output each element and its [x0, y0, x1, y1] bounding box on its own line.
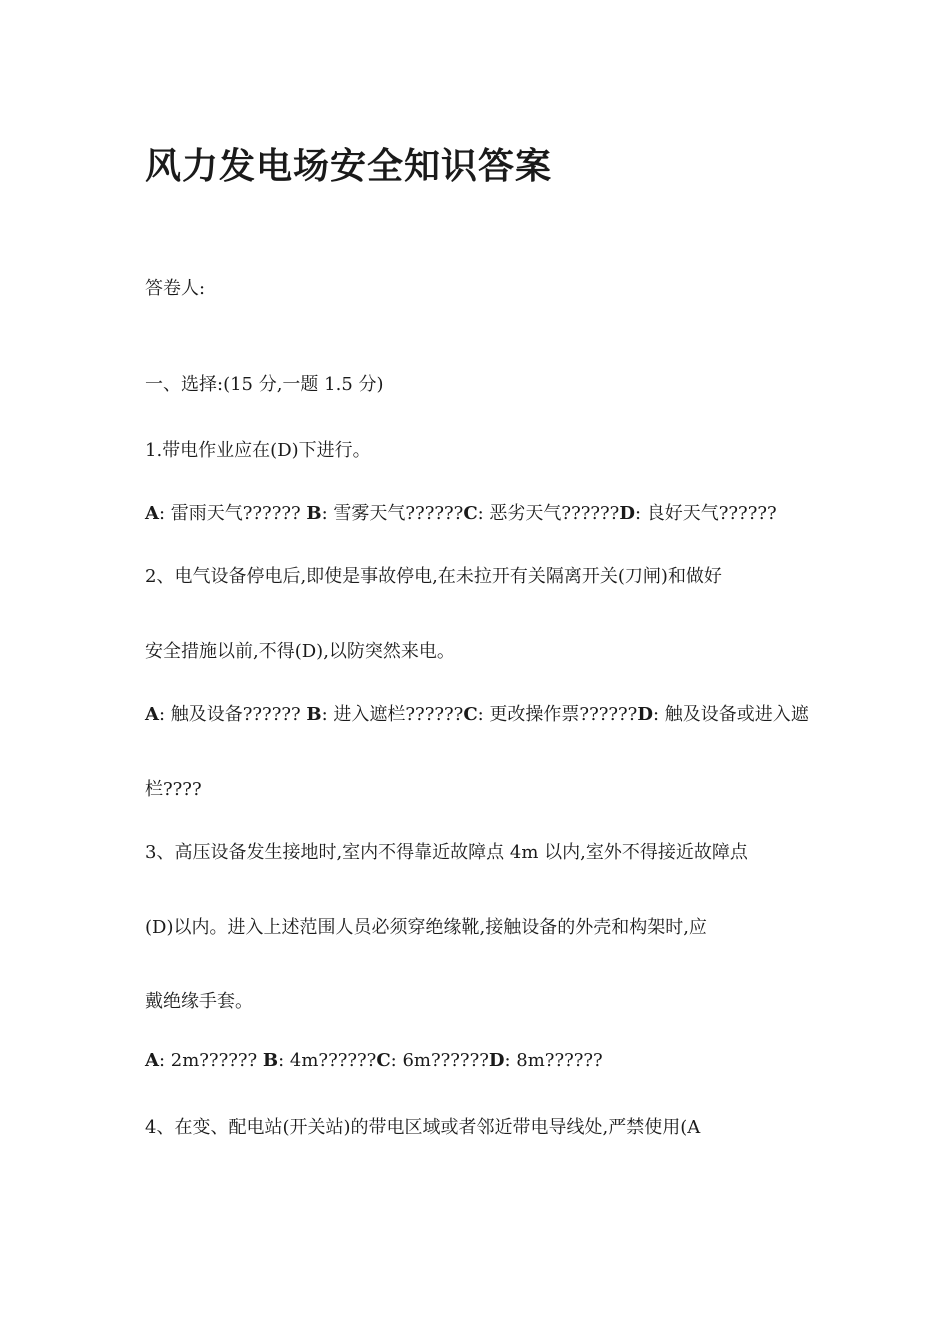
question-3-text-line-2: (D)以内。进入上述范围人员必须穿绝缘靴,接触设备的外壳和构架时,应: [145, 917, 707, 938]
option-b-text: : 进入遮栏??????: [321, 704, 464, 725]
option-c-letter: C: [463, 503, 478, 524]
question-3-text-line-1: 3、高压设备发生接地时,室内不得靠近故障点 4m 以内,室外不得接近故障点: [145, 842, 748, 863]
option-c-text: : 更改操作票??????: [477, 704, 638, 725]
question-2-text-line-2: 安全措施以前,不得(D),以防突然来电。: [145, 641, 455, 662]
option-c-text: : 恶劣天气??????: [477, 503, 620, 524]
question-2-text-line-1: 2、电气设备停电后,即使是事故停电,在未拉开有关隔离开关(刀闸)和做好: [145, 566, 722, 587]
option-a-letter: A: [145, 503, 159, 524]
option-b-text: : 雪雾天气??????: [321, 503, 464, 524]
option-a-letter: A: [145, 1050, 159, 1071]
option-c-letter: C: [376, 1050, 391, 1071]
option-d-text: : 良好天气??????: [634, 503, 777, 524]
option-a-text: : 触及设备??????: [158, 704, 307, 725]
option-b-text: : 4m??????: [278, 1050, 377, 1071]
option-b-letter: B: [306, 503, 322, 524]
option-a-letter: A: [145, 704, 159, 725]
question-1-options: [145, 499, 810, 525]
respondent-label: 答卷人:: [145, 278, 206, 299]
option-c-text: : 6m??????: [390, 1050, 489, 1071]
option-b-letter: B: [306, 704, 322, 725]
question-4-text-line-1: 4、在变、配电站(开关站)的带电区域或者邻近带电导线处,严禁使用(A: [145, 1117, 701, 1138]
question-1-text: 1.带电作业应在(D)下进行。: [145, 440, 371, 461]
option-d-letter: D: [637, 704, 653, 725]
option-d-text: : 触及设备或进入遮: [652, 704, 809, 725]
section-heading: 一、选择:(15 分,一题 1.5 分): [145, 374, 384, 395]
option-d-letter: D: [488, 1050, 505, 1071]
document-title: 风力发电场安全知识答案: [145, 145, 553, 187]
question-3-options: [145, 1050, 810, 1071]
option-d-letter: D: [619, 503, 635, 524]
option-a-text: : 雷雨天气??????: [158, 503, 307, 524]
option-c-letter: C: [463, 704, 478, 725]
question-3-text-line-3: 戴绝缘手套。: [145, 991, 253, 1012]
option-a-text: : 2m??????: [158, 1050, 263, 1071]
question-2-options: [145, 700, 810, 726]
question-2-options-continuation: 栏????: [145, 779, 202, 800]
option-d-text: : 8m??????: [504, 1050, 603, 1071]
option-b-letter: B: [262, 1050, 279, 1071]
